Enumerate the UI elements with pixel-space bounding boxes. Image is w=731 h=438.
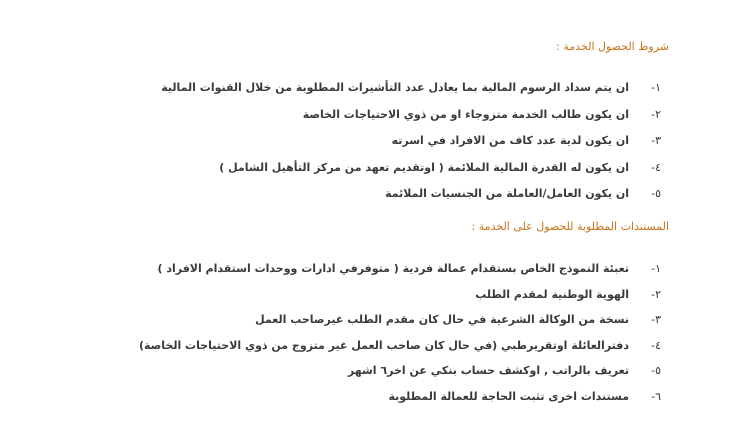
item-text: الهوية الوطنية لمقدم الطلب — [475, 287, 629, 301]
list-item — [161, 78, 661, 105]
conditions-heading: شروط الحصول الخدمة : — [556, 40, 669, 53]
list-item — [139, 259, 661, 285]
conditions-list — [161, 78, 661, 211]
list-item — [139, 387, 661, 413]
item-number: ٤- — [651, 338, 661, 352]
item-number: ٢- — [651, 287, 661, 301]
item-number: ٦- — [651, 389, 661, 403]
item-text: تعريف بالراتب , اوكشف حساب بنكي عن اخر٦ اشهر — [347, 364, 629, 377]
list-item — [161, 184, 661, 211]
list-item — [139, 336, 661, 362]
item-text: ان يكون لدية عدد كاف من الافراد في اسرته — [391, 134, 629, 147]
item-number: ١- — [651, 81, 661, 94]
list-item — [139, 310, 661, 336]
item-number: ٣- — [651, 134, 661, 147]
list-item — [161, 105, 661, 132]
list-item — [139, 361, 661, 387]
item-number: ٥- — [651, 364, 661, 377]
item-text: مستندات اخرى تثبت الحاجة للعمالة المطلوبة — [388, 389, 629, 403]
documents-heading: المستندات المطلوبة للحصول على الخدمة : — [471, 220, 669, 233]
item-text: دفترالعائلة اوتقريرطبي (في حال كان صاحب العمل غير متزوج من ذوي الاحتياجات الخاصة) — [138, 338, 629, 352]
item-text: ان يكون له القدرة المالية الملائمة ( اوتقديم تعهد من مركز التأهيل الشامل ) — [219, 160, 629, 174]
item-text: ان يتم سداد الرسوم المالية بما يعادل عدد التأشيرات المطلوبة من خلال القنوات المالية — [161, 81, 629, 94]
list-item — [161, 131, 661, 158]
item-number: ٣- — [651, 313, 661, 326]
item-text: نسخة من الوكالة الشرعية في حال كان مقدم الطلب غيرصاحب العمل — [255, 313, 629, 326]
item-number: ٢- — [651, 107, 661, 121]
item-number: ٤- — [651, 160, 661, 174]
item-number: ١- — [651, 262, 661, 275]
item-number: ٥- — [651, 187, 661, 200]
item-text: ان يكون طالب الخدمة متزوجاء او من ذوي الاحتياجات الخاصة — [302, 107, 629, 121]
item-text: تعبئة النموذج الخاص بستقدام عمالة فردية ( متوفرفي ادارات ووحدات استقدام الافراد ) — [157, 262, 629, 275]
item-text: ان يكون العامل/العاملة من الجنسيات الملائمة — [385, 187, 629, 200]
list-item — [161, 158, 661, 185]
list-item — [139, 285, 661, 311]
documents-list — [139, 259, 661, 412]
